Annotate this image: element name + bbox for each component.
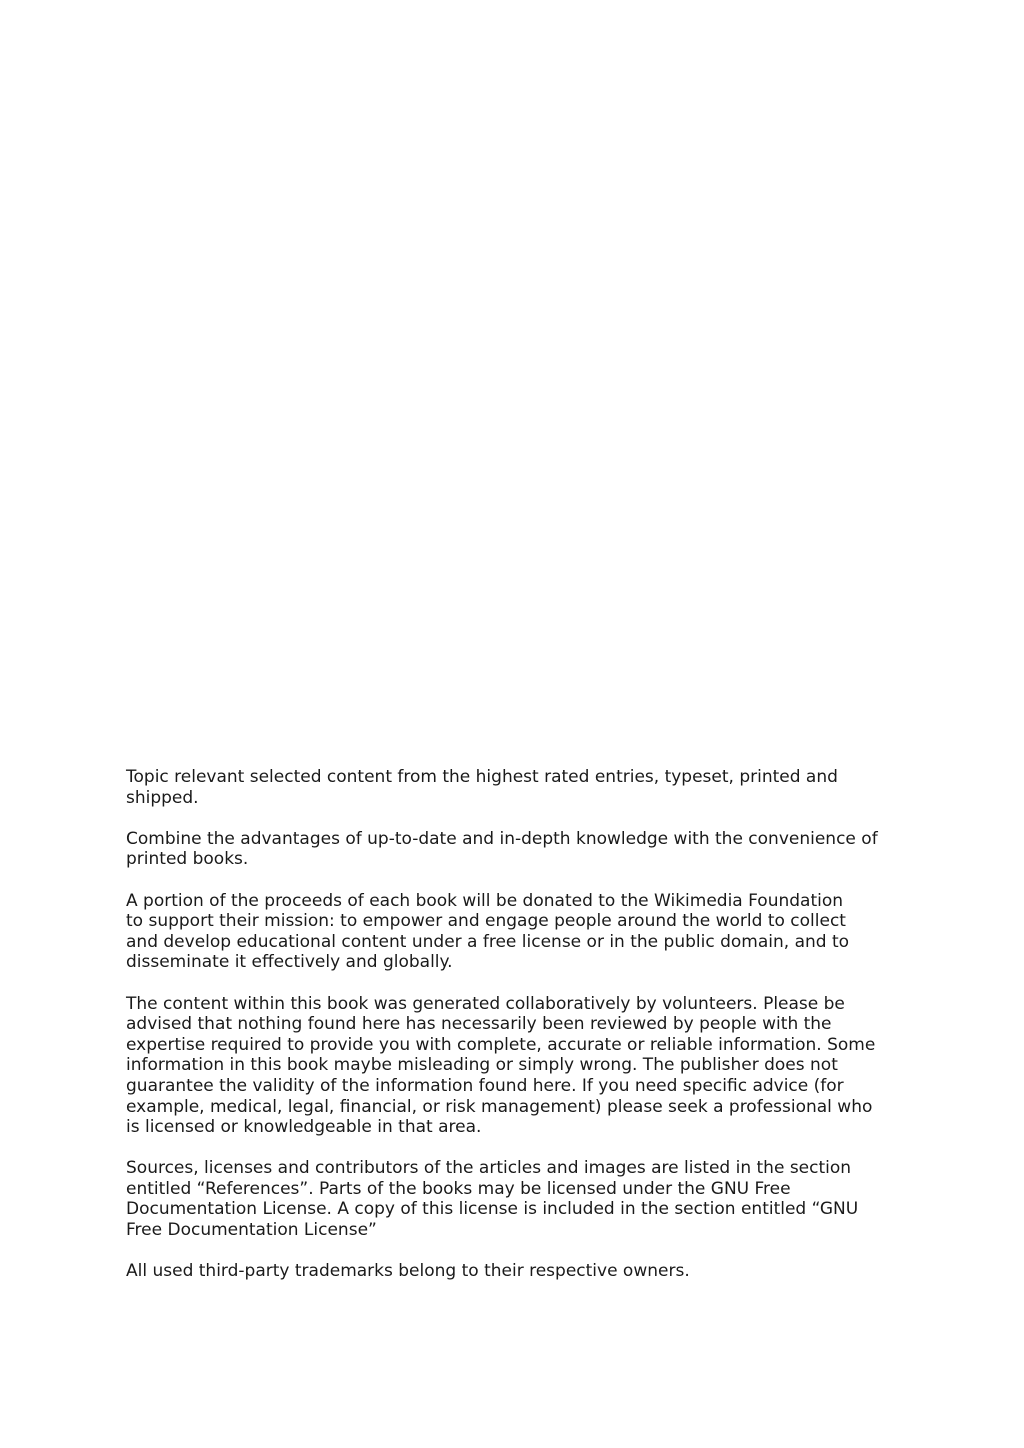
paragraph-volunteer-disclaimer: The content within this book was generated collaboratively by volunteers. Please be advised that nothing found here has necessarily been reviewed by people with the expertise required to provide you with complete, accurate or reliable information. Some information in this book maybe misleading or simply wrong. The publisher does not guarantee the validity of the information found here. If you need specific advice (for example, medical, legal, financial, or risk management) please seek a professional who is licensed or knowledgeable in that area.: [126, 993, 876, 1138]
disclaimer-text-block: [126, 767, 906, 1302]
paragraph-trademarks: All used third-party trademarks belong to their respective owners.: [126, 1261, 690, 1282]
paragraph-sources-licenses: Sources, licenses and contributors of the articles and images are listed in the section entitled “References”. Parts of the books may be licensed under the GNU Free Documentation License. A copy of this license is included in the section entitled “GNU Free Documentation License”: [126, 1158, 859, 1241]
paragraph-selected-content: Topic relevant selected content from the highest rated entries, typeset, printed and shipped.: [126, 767, 838, 808]
paragraph-wikimedia-donation: A portion of the proceeds of each book will be donated to the Wikimedia Foundation to support their mission: to empower and engage people around the world to collect and develop educational content under a free license or in the public domain, and to disseminate it effectively and globally.: [126, 890, 850, 973]
paragraph-advantages: Combine the advantages of up-to-date and in-depth knowledge with the convenience of printed books.: [126, 828, 878, 870]
